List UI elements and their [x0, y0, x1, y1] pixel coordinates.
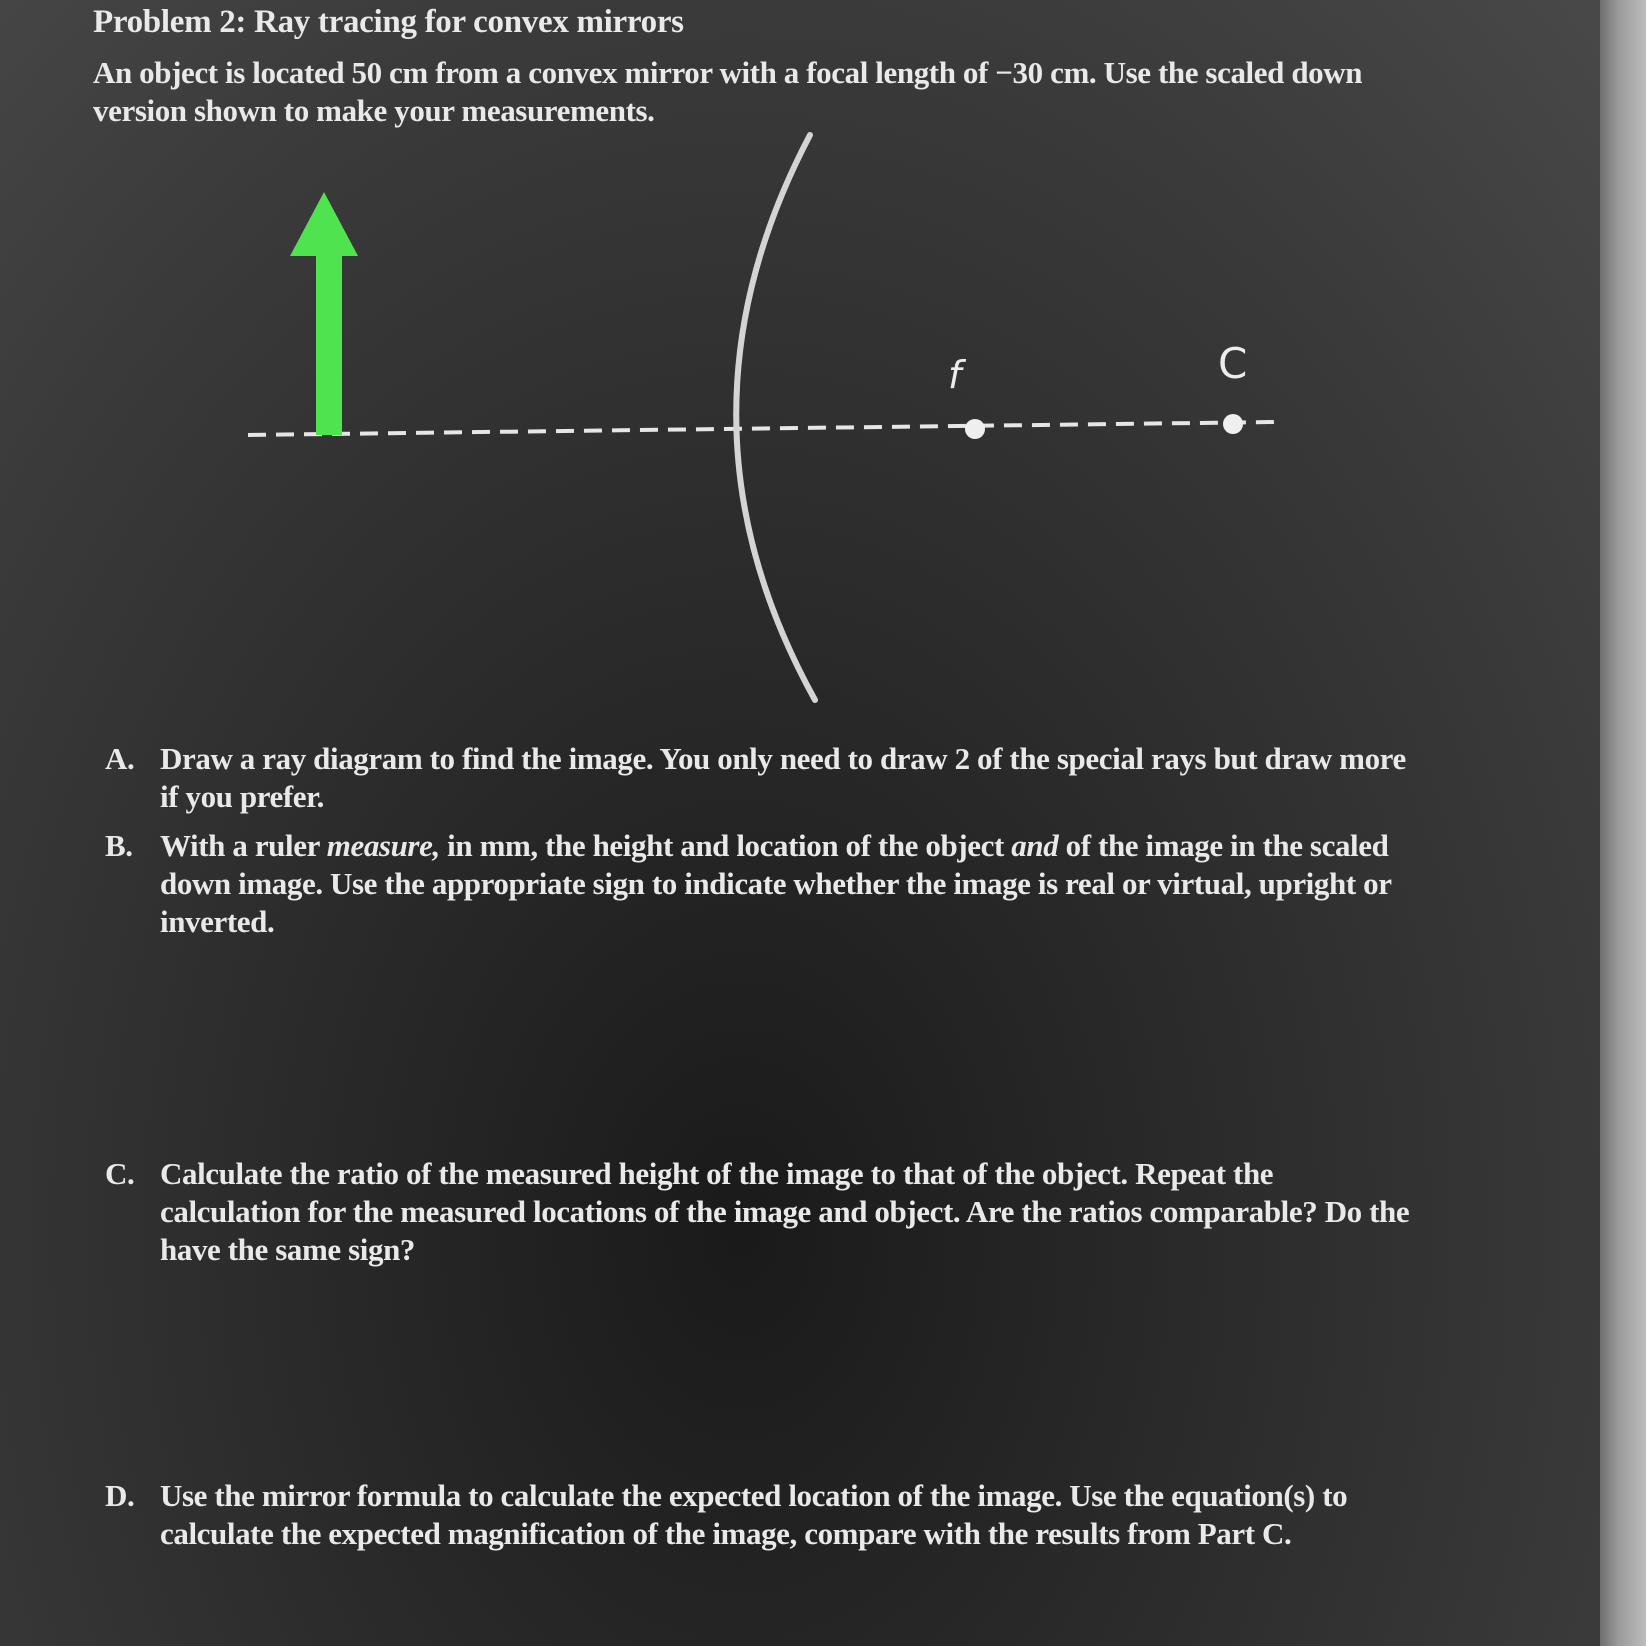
object-arrow — [290, 192, 358, 435]
question-text-part: of the image in the scaled down image. Use the appropriate sign to indicate whether the image is real or virtual, upright or inverted. — [160, 828, 1392, 939]
question-c — [105, 1155, 1415, 1269]
focal-point — [965, 419, 985, 439]
question-text: Use the mirror formula to calculate the expected location of the image. Use the equation(s) to calculate the expected magnification of the image, compare with the results from Part C. — [160, 1478, 1348, 1551]
question-d — [105, 1477, 1415, 1553]
question-a — [105, 740, 1415, 816]
problem-title: Problem 2: Ray tracing for convex mirrors — [93, 4, 684, 40]
question-letter: C. — [105, 1156, 135, 1191]
ray-diagram — [0, 120, 1646, 740]
question-letter: D. — [105, 1478, 135, 1513]
question-text: Draw a ray diagram to find the image. You only need to draw 2 of the special rays but draw more if you prefer. — [160, 741, 1406, 814]
question-b — [105, 827, 1415, 941]
question-letter: B. — [105, 828, 133, 863]
question-text: Calculate the ratio of the measured height of the image to that of the object. Repeat the calculation for the measured locations of the image and object. Are the ratios comparable? Do the have the same sign? — [160, 1156, 1410, 1267]
question-text-part: in mm, the height and location of the object — [439, 828, 1012, 863]
center-of-curvature-label: C — [1218, 339, 1248, 388]
question-text-part: With a ruler — [160, 828, 327, 863]
problem-intro: An object is located 50 cm from a convex mirror with a focal length of −30 cm. Use the scaled down version shown to make your measurements. — [93, 55, 1363, 128]
convex-mirror — [736, 135, 815, 700]
focal-label: f — [948, 353, 962, 397]
emphasis-measure: measure, — [326, 828, 440, 863]
question-letter: A. — [105, 741, 135, 776]
emphasis-and: and — [1011, 828, 1059, 863]
principal-axis — [248, 422, 1275, 435]
center-of-curvature-point — [1223, 414, 1243, 434]
question-text — [160, 827, 1415, 941]
